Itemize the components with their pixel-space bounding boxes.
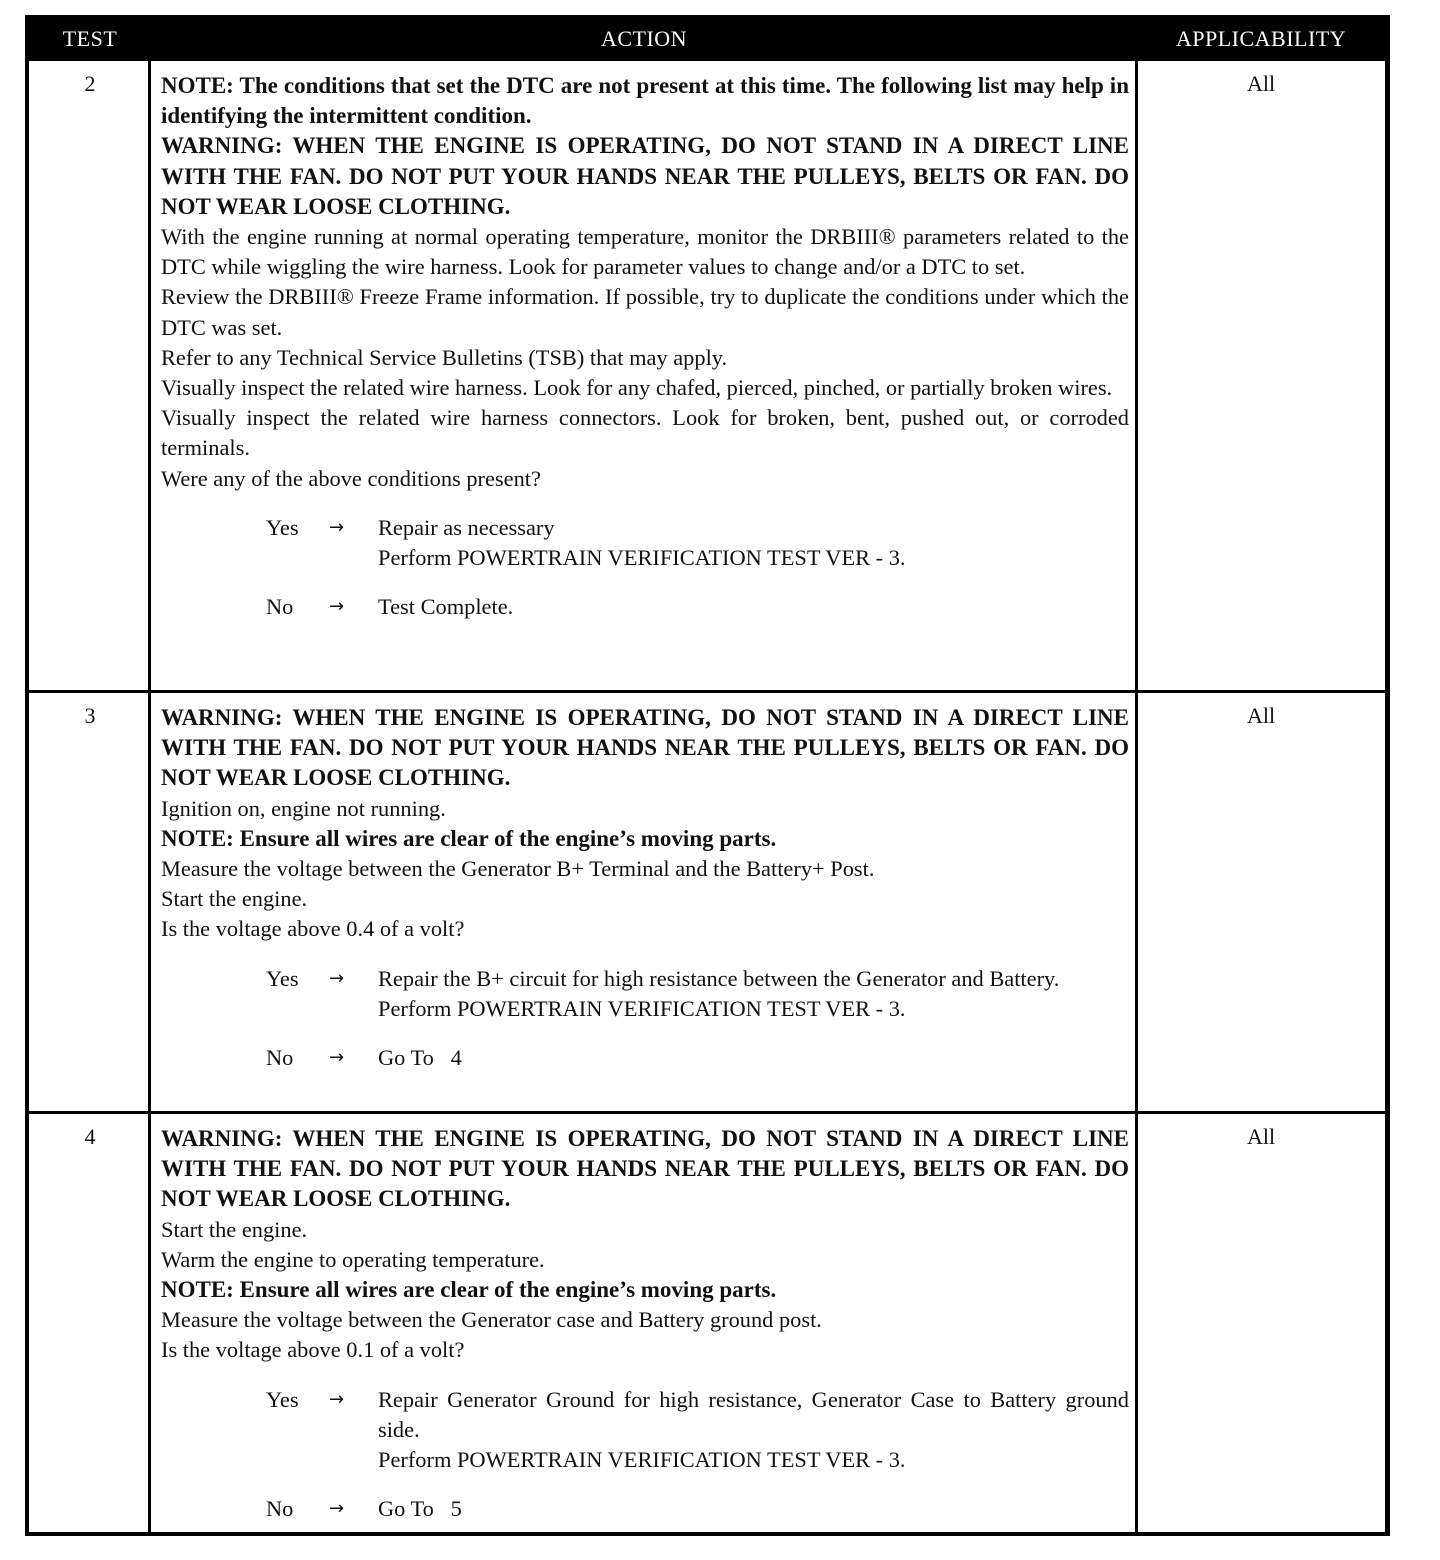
result-line: Repair Generator Ground for high resistance, Generator Case to Battery ground side. xyxy=(378,1386,1129,1442)
action-cell xyxy=(161,703,1129,1073)
result-line: Repair the B+ circuit for high resistance between the Generator and Battery. xyxy=(378,965,1060,991)
step-text: Visually inspect the related wire harness. Look for any chafed, pierced, pinched, or partially broken wires. xyxy=(161,375,1113,401)
step-text: With the engine running at normal operating temperature, monitor the DRBIII® parameters related to the DTC while wiggling the wire harness. Look for parameter values to change and/or a DTC to set. xyxy=(161,224,1129,280)
arrow-right-icon: → xyxy=(329,1498,345,1520)
answer-label: No xyxy=(266,1045,294,1071)
outcome-result xyxy=(378,964,1129,1024)
table-row-test-2 xyxy=(29,61,1385,693)
result-line: Go To 4 xyxy=(378,1045,462,1071)
step-text: Start the engine. xyxy=(161,886,308,912)
outcome-no xyxy=(161,1494,1129,1524)
outcome-yes xyxy=(161,513,1129,573)
outcome-no xyxy=(161,592,1129,622)
warning-text: WARNING: WHEN THE ENGINE IS OPERATING, DO NOT STAND IN A DIRECT LINE WITH THE FAN. DO NOT PUT YOUR HANDS NEAR THE PULLEYS, BELTS OR FAN. DO NOT WEAR LOOSE CLOTHING. xyxy=(161,1126,1129,1212)
header-applicability: APPLICABILITY xyxy=(1175,26,1347,51)
note-text: NOTE: Ensure all wires are clear of the engine’s moving parts. xyxy=(161,825,777,851)
arrow-right-icon: → xyxy=(329,1388,345,1410)
result-line: Go To 5 xyxy=(378,1496,462,1522)
diagnostic-test-table xyxy=(25,15,1390,1536)
question-text: Were any of the above conditions present? xyxy=(161,465,541,491)
outcome-result xyxy=(378,1494,1129,1524)
arrow-right-icon: → xyxy=(329,596,345,618)
answer-label: Yes xyxy=(266,514,299,540)
applicability-value: All xyxy=(1246,1124,1276,1149)
warning-text: WARNING: WHEN THE ENGINE IS OPERATING, DO NOT STAND IN A DIRECT LINE WITH THE FAN. DO NOT PUT YOUR HANDS NEAR THE PULLEYS, BELTS OR FAN. DO NOT WEAR LOOSE CLOTHING. xyxy=(161,705,1129,791)
step-text: Review the DRBIII® Freeze Frame information. If possible, try to duplicate the conditions under which the DTC was set. xyxy=(161,284,1129,340)
outcome-yes xyxy=(161,964,1129,1024)
step-text: Measure the voltage between the Generator B+ Terminal and the Battery+ Post. xyxy=(161,856,875,882)
result-line: Test Complete. xyxy=(378,594,514,620)
step-text: Start the engine. xyxy=(161,1216,308,1242)
arrow-right-icon: → xyxy=(329,516,345,538)
warning-text: WARNING: WHEN THE ENGINE IS OPERATING, DO NOT STAND IN A DIRECT LINE WITH THE FAN. DO NOT PUT YOUR HANDS NEAR THE PULLEYS, BELTS OR FAN. DO NOT WEAR LOOSE CLOTHING. xyxy=(161,133,1129,219)
answer-label: No xyxy=(266,594,294,620)
step-text: Refer to any Technical Service Bulletins (TSB) that may apply. xyxy=(161,344,728,370)
note-text: NOTE: The conditions that set the DTC are not present at this time. The following list may help in identifying the intermittent condition. xyxy=(161,73,1129,129)
question-text: Is the voltage above 0.1 of a volt? xyxy=(161,1337,465,1363)
test-number: 2 xyxy=(84,71,96,96)
step-text: Ignition on, engine not running. xyxy=(161,795,446,821)
result-line: Perform POWERTRAIN VERIFICATION TEST VER - 3. xyxy=(378,1447,906,1473)
arrow-right-icon: → xyxy=(329,967,345,989)
outcome-no xyxy=(161,1043,1129,1073)
outcome-yes xyxy=(161,1385,1129,1476)
answer-label: Yes xyxy=(266,1386,299,1412)
answer-label: No xyxy=(266,1496,294,1522)
header-test: TEST xyxy=(62,26,118,51)
table-header xyxy=(29,19,1385,61)
action-cell xyxy=(161,71,1129,622)
note-text: NOTE: Ensure all wires are clear of the engine’s moving parts. xyxy=(161,1277,777,1303)
step-text: Warm the engine to operating temperature. xyxy=(161,1246,545,1272)
result-line: Perform POWERTRAIN VERIFICATION TEST VER - 3. xyxy=(378,545,906,571)
action-cell xyxy=(161,1124,1129,1524)
table-row-test-4 xyxy=(29,1114,1385,1532)
question-text: Is the voltage above 0.4 of a volt? xyxy=(161,916,465,942)
result-line: Perform POWERTRAIN VERIFICATION TEST VER - 3. xyxy=(378,995,906,1021)
applicability-value: All xyxy=(1246,703,1276,728)
outcome-result xyxy=(378,1043,1129,1073)
test-number: 3 xyxy=(84,703,96,728)
table-row-test-3 xyxy=(29,693,1385,1111)
test-number: 4 xyxy=(84,1124,96,1149)
step-text: Measure the voltage between the Generator case and Battery ground post. xyxy=(161,1307,822,1333)
result-line: Repair as necessary xyxy=(378,514,555,540)
arrow-right-icon: → xyxy=(329,1047,345,1069)
outcome-result xyxy=(378,592,1129,622)
answer-label: Yes xyxy=(266,965,299,991)
outcome-result xyxy=(378,1385,1129,1476)
outcome-result xyxy=(378,513,1129,573)
header-action: ACTION xyxy=(600,26,688,51)
applicability-value: All xyxy=(1246,71,1276,96)
step-text: Visually inspect the related wire harness connectors. Look for broken, bent, pushed out, or corroded terminals. xyxy=(161,405,1129,461)
